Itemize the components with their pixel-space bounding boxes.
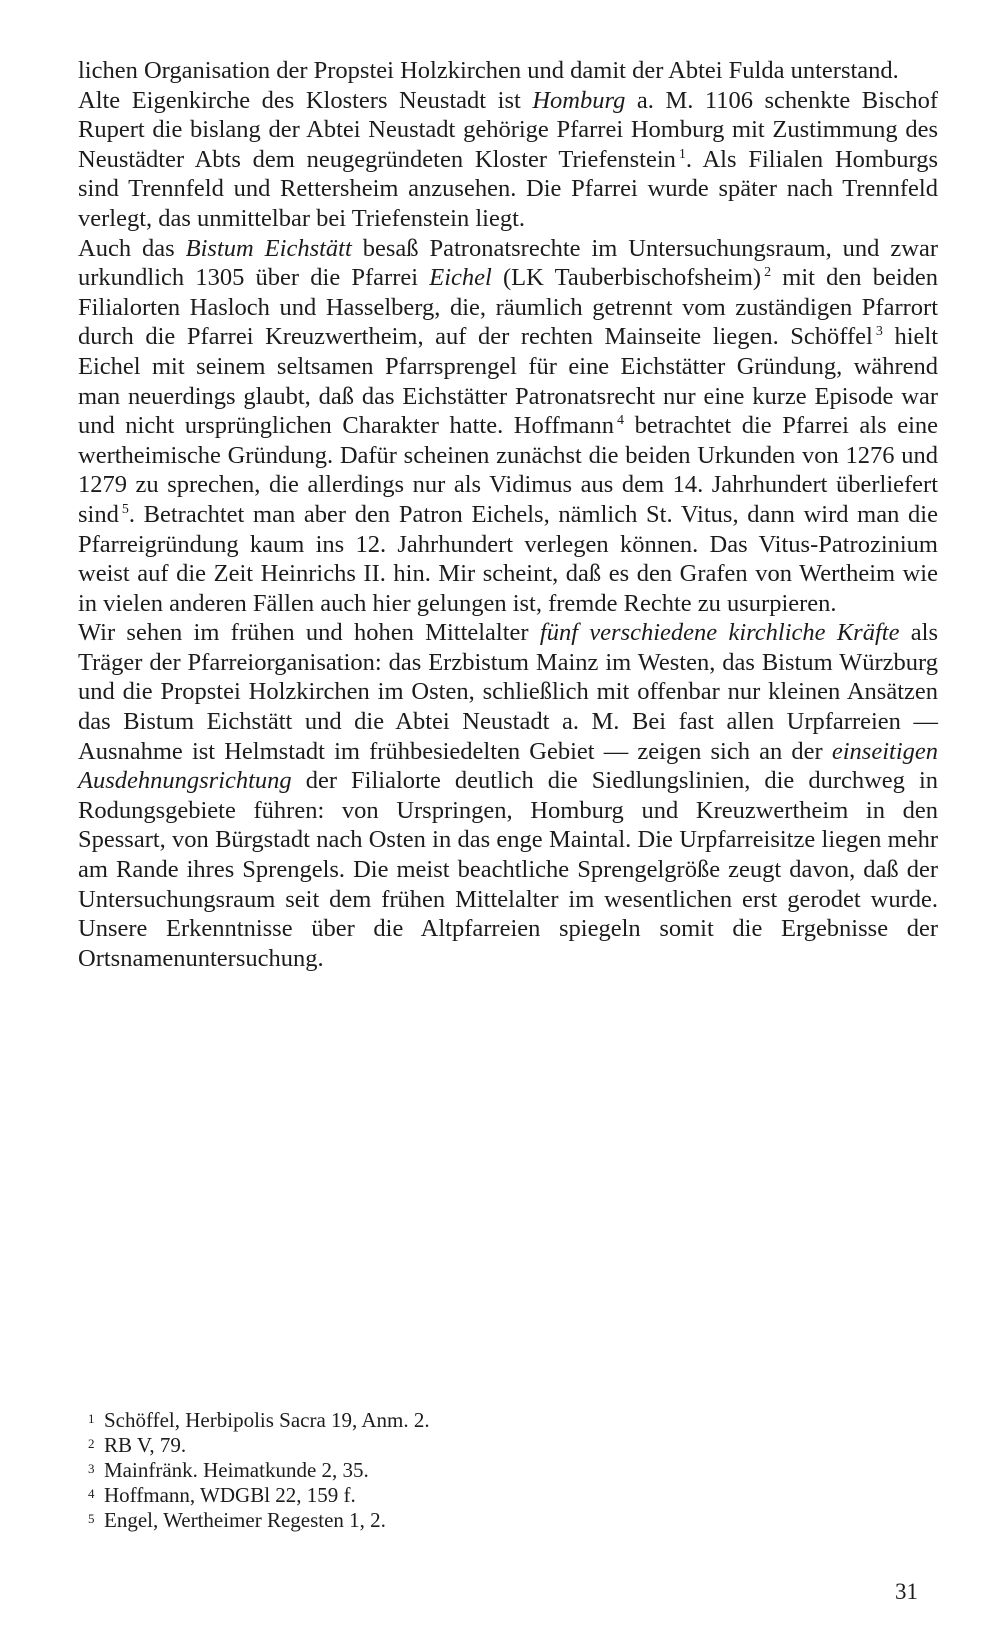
text-run: a. M. 1106 schenkte Bischof Rupert die bislang der Abtei Neustadt gehörige Pfarrei Homburg mit Zustimmung des Neustädter Abts dem neugegründeten Kloster Triefenstein [78, 86, 938, 173]
footnote-text: Hoffmann, WDGBl 22, 159 f. [104, 1483, 356, 1507]
footnote-number: 3 [88, 1461, 95, 1476]
paragraph [78, 618, 938, 973]
body-text [78, 56, 938, 973]
footnote-text: RB V, 79. [104, 1433, 187, 1457]
footnote-number: 5 [88, 1511, 95, 1526]
paragraph [78, 86, 938, 234]
footnote-reference: 3 [875, 324, 883, 340]
footnote-number: 4 [88, 1486, 95, 1501]
footnote-text: Engel, Wertheimer Regesten 1, 2. [104, 1508, 386, 1532]
emphasized-text: einseitigen Ausdehnungsrichtung [78, 737, 938, 795]
text-run: . Als Filialen Homburgs sind Trennfeld und Rettersheim anzusehen. Die Pfarrei wurde später nach Trennfeld verlegt, das unmittelbar bei Triefenstein liegt. [78, 145, 938, 232]
footnote-text: Schöffel, Herbipolis Sacra 19, Anm. 2. [104, 1408, 430, 1432]
footnote-reference: 1 [678, 146, 686, 162]
text-run: als Träger der Pfarreiorganisation: das Erzbistum Mainz im Westen, das Bistum Würzburg und die Propstei Holzkirchen im Osten, schließlich mit offenbar nur kleinen Ansätzen das Bistum Eichstätt und die Abtei Neustadt a. M. Bei fast allen Urpfarreien — Ausnahme ist Helmstadt im frühbesiedelten Gebiet — zeigen sich an der [78, 619, 938, 765]
footnote [88, 1483, 788, 1508]
footnote [88, 1433, 788, 1458]
footnote-number: 2 [88, 1436, 95, 1451]
paragraph [78, 234, 938, 619]
emphasized-text: Homburg [532, 86, 626, 114]
footnote-text: Mainfränk. Heimatkunde 2, 35. [104, 1458, 369, 1482]
text-run: (LK Tauberbischofsheim) [491, 264, 762, 292]
footnote-reference: 5 [121, 501, 129, 517]
footnote [88, 1458, 788, 1483]
footnotes [88, 1408, 788, 1533]
text-run: Wir sehen im frühen und hohen Mittelalter [78, 619, 540, 647]
emphasized-text: Bistum Eichstätt [185, 234, 352, 262]
footnote [88, 1508, 788, 1533]
page-number: 31 [895, 1579, 918, 1604]
text-run: hielt Eichel mit seinem seltsamen Pfarrsprengel für eine Eichstätter Gründung, während man neuerdings glaubt, daß das Eichstätter Patronatsrecht nur eine kurze Episode war und nicht ursprünglichen Charakter hatte. Hoffmann [78, 323, 938, 440]
emphasized-text: fünf verschiedene kirchliche Kräfte [539, 619, 900, 647]
emphasized-text: Eichel [429, 264, 492, 292]
text-run: betrachtet die Pfarrei als eine wertheimische Gründung. Dafür scheinen zunächst die beiden Urkunden von 1276 und 1279 zu sprechen, die allerdings nur als Vidimus aus dem 14. Jahrhundert überliefert sind [78, 412, 938, 528]
paragraph [78, 56, 938, 86]
footnote-reference: 2 [764, 265, 772, 281]
text-run: besaß Patronatsrechte im Untersuchungsraum, und zwar urkundlich 1305 über die Pfarrei [78, 234, 938, 292]
footnote [88, 1408, 788, 1433]
text-run: . Betrachtet man aber den Patron Eichels, nämlich St. Vitus, dann wird man die Pfarreigründung kaum ins 12. Jahrhundert verlegen können. Das Vitus-Patrozinium weist auf die Zeit Heinrichs II. hin. Mir scheint, daß es den Grafen von Wertheim wie in vielen anderen Fällen auch hier gelungen ist, fremde Rechte zu usurpieren. [78, 500, 938, 617]
text-run: Auch das [78, 234, 186, 262]
text-run: der Filialorte deutlich die Siedlungslinien, die durchweg in Rodungsgebiete führen: von Urspringen, Homburg und Kreuzwertheim in den Spessart, von Bürgstadt nach Osten in das enge Maintal. Die Urpfarreisitze liegen mehr am Rande ihres Sprengels. Die meist beachtliche Sprengelgröße zeugt davon, daß der Untersuchungsraum seit dem frühen Mittelalter im wesentlichen erst gerodet wurde. Unsere Erkenntnisse über die Altpfarreien spiegeln somit die Ergebnisse der Ortsnamenuntersuchung. [78, 767, 938, 972]
footnote-reference: 4 [617, 413, 625, 429]
footnote-number: 1 [88, 1411, 95, 1426]
text-run: mit den beiden Filialorten Hasloch und Hasselberg, die, räumlich getrennt vom zuständigen Pfarrort durch die Pfarrei Kreuzwertheim, auf der rechten Mainseite liegen. Schöffel [78, 264, 938, 351]
text-run: lichen Organisation der Propstei Holzkirchen und damit der Abtei Fulda unterstand. [78, 57, 899, 84]
text-run: Alte Eigenkirche des Klosters Neustadt ist [78, 86, 533, 114]
